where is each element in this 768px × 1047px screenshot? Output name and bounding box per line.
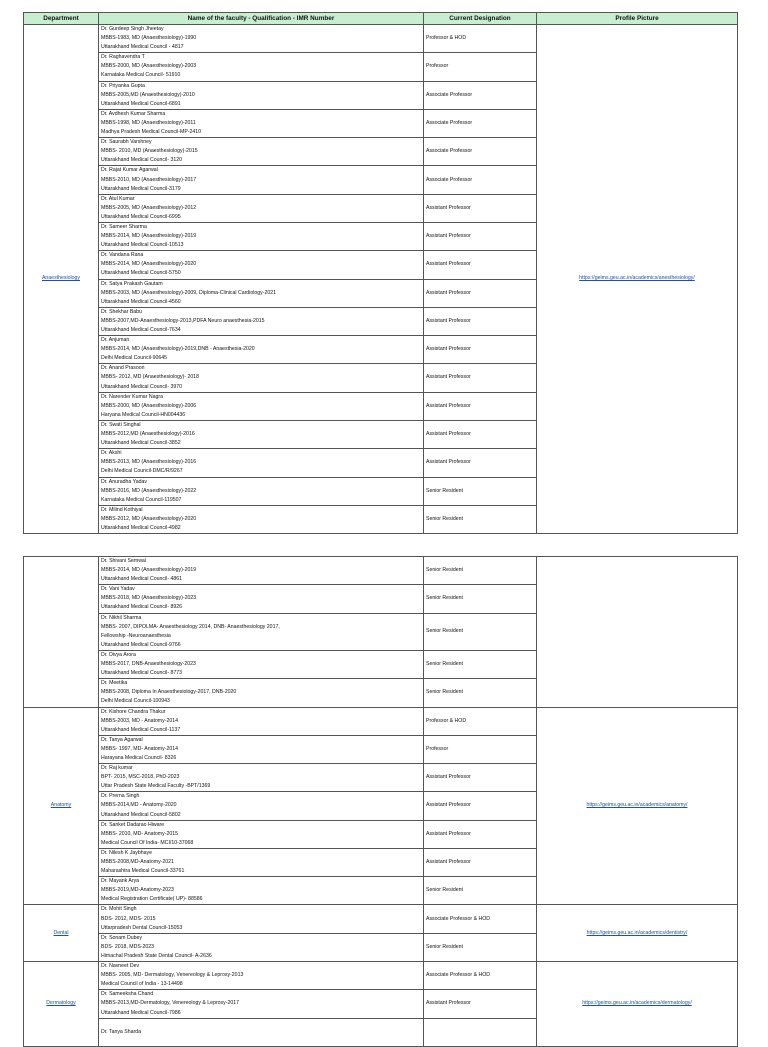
faculty-detail: Uttarakhand Medical Council-5802 — [101, 811, 181, 818]
faculty-cell — [99, 1018, 424, 1046]
faculty-detail: Uttarakhand Medical Council- 8926 — [101, 604, 183, 611]
designation-cell: Assistant Professor — [424, 449, 537, 477]
faculty-detail: BDS- 2012, MDS- 2015 — [101, 915, 156, 922]
faculty-detail: Uttarakhand Medical Council-7986 — [101, 1009, 181, 1016]
faculty-cell — [99, 392, 424, 420]
faculty-detail: MBBS-2019,MD-Anatomy-2023 — [101, 887, 174, 894]
designation-cell: Assistant Professor — [424, 764, 537, 792]
faculty-name: Dr. Raghavendra T — [101, 54, 145, 61]
faculty-detail: MBBS-2016, MD (Anaesthesiology)-2022 — [101, 487, 197, 494]
faculty-cell — [99, 877, 424, 905]
faculty-detail: BDS- 2018, MDS-2023 — [101, 943, 155, 950]
faculty-name: Dr. Rajat Kumar Agarwal — [101, 167, 158, 174]
faculty-cell — [99, 962, 424, 990]
faculty-cell — [99, 707, 424, 735]
faculty-table-page-2 — [23, 556, 738, 1047]
faculty-detail: MBBS-2017, DNB-Anaesthesiology-2023 — [101, 661, 196, 668]
faculty-detail: MBBS-2007,MD-Anaesthesiology-2013,PDFA Neuro anaesthesia-2015 — [101, 317, 265, 324]
faculty-cell — [99, 307, 424, 335]
header-designation: Current Designation — [424, 13, 537, 25]
faculty-name: Dr. Priyanka Gupta — [101, 82, 145, 89]
department-link[interactable]: Anatomy — [50, 802, 72, 809]
designation-cell: Assistant Professor — [424, 792, 537, 820]
faculty-cell — [99, 792, 424, 820]
faculty-detail: Delhi Medical Council-90645 — [101, 355, 168, 362]
faculty-detail: Uttarakhand Medical Council-3179 — [101, 185, 181, 192]
faculty-detail: MBBS-2014, MD (Anaesthesiology)-2020 — [101, 261, 197, 268]
faculty-detail: Maharashtra Medical Council-33761 — [101, 868, 185, 875]
faculty-detail: Medical Council Of India- MCI/10-37068 — [101, 839, 194, 846]
designation-cell: Associate Professor — [424, 166, 537, 194]
faculty-name: Dr. Avdhesh Kumar Sharma — [101, 110, 166, 117]
faculty-table-page-1 — [23, 12, 738, 534]
faculty-detail: Uttarakhand Medical Council- 8773 — [101, 670, 183, 677]
faculty-name: Dr. Anuradha Yadav — [101, 478, 147, 485]
faculty-detail: Karnataka Medical Council-119507 — [101, 496, 182, 503]
profile-link[interactable]: https://geims.geu.ac.in/academics/anatomy/ — [586, 802, 688, 809]
designation-cell: Assistant Professor — [424, 420, 537, 448]
faculty-detail: MBBS-2013, MD (Anaesthesiology)-2016 — [101, 459, 197, 466]
faculty-detail: MBBS-2014, MD (Anaesthesiology)-2019 — [101, 567, 197, 574]
designation-cell: Professor — [424, 53, 537, 81]
profile-picture-cell — [537, 962, 738, 1047]
faculty-name: Dr. Saurabh Varshney — [101, 139, 152, 146]
faculty-detail: Haryana Medical Council-HN004436 — [101, 411, 186, 418]
designation-cell: Assistant Professor — [424, 307, 537, 335]
faculty-cell — [99, 251, 424, 279]
faculty-detail: MBBS-2000, MD (Anaesthesiology)-2006 — [101, 402, 197, 409]
designation-cell: Senior Resident — [424, 679, 537, 707]
faculty-cell — [99, 735, 424, 763]
faculty-cell — [99, 81, 424, 109]
department-cell — [24, 707, 99, 905]
header-profile-picture: Profile Picture — [537, 13, 738, 25]
faculty-detail: MBBS-2003, MD - Anatomy-2014 — [101, 717, 178, 724]
faculty-detail: MBBS- 2012, MD (Anaesthesiology)- 2018 — [101, 374, 200, 381]
faculty-detail: Uttarakhand Medical Council-3852 — [101, 440, 181, 447]
faculty-name: Dr. Mohit Singh — [101, 906, 137, 913]
designation-cell: Professor & HOD — [424, 25, 537, 53]
designation-cell: Senior Resident — [424, 585, 537, 613]
table-row — [24, 905, 738, 933]
faculty-cell — [99, 336, 424, 364]
faculty-name: Dr. Anand Prasoon — [101, 365, 145, 372]
faculty-detail: Karnataka Medical Council- 51910 — [101, 72, 181, 79]
designation-cell: Assistant Professor — [424, 392, 537, 420]
faculty-detail: MBBS-2014, MD (Anaesthesiology)-2019,DNB - Anaesthesia-2020 — [101, 346, 255, 353]
faculty-cell — [99, 166, 424, 194]
profile-picture-cell — [537, 905, 738, 962]
faculty-cell — [99, 194, 424, 222]
faculty-name: Dr. Akshi — [101, 450, 122, 457]
faculty-detail: MBBS-2010, MD (Anaesthesiology)-2017 — [101, 176, 197, 183]
faculty-name: Dr. Shivani Semwal — [101, 558, 146, 564]
faculty-detail: Uttarakhand Medical Council - 4817 — [101, 44, 184, 51]
faculty-detail: MBBS-2012, MD (Anaesthesiology)-2020 — [101, 515, 197, 522]
department-cell — [24, 962, 99, 1047]
designation-cell: Associate Professor — [424, 138, 537, 166]
department-cell — [24, 557, 99, 708]
faculty-name: Dr. Prerna Singh — [101, 793, 140, 800]
faculty-cell — [99, 650, 424, 678]
faculty-name: Dr. Sameer Sharma — [101, 223, 147, 230]
header-department: Department — [24, 13, 99, 25]
faculty-detail: Uttarakhand Medical Council-1137 — [101, 726, 181, 733]
designation-cell: Professor — [424, 735, 537, 763]
faculty-detail: MBBS-2000, MD (Anaesthesiology)-2003 — [101, 63, 197, 70]
faculty-cell — [99, 505, 424, 533]
faculty-detail: MBBS-2018, MD (Anaesthesiology)-2023 — [101, 595, 197, 602]
faculty-cell — [99, 679, 424, 707]
faculty-name: Dr. Mayank Arya — [101, 878, 140, 885]
faculty-detail: Madhya Pradesh Medical Council-MP-2410 — [101, 129, 202, 136]
faculty-detail: MBBS-1998, MD (Anaesthesiology)-2011 — [101, 119, 196, 126]
faculty-detail: MBBS-2012,MD (Anaesthesiology)-2016 — [101, 431, 195, 438]
faculty-detail: Medical Council of India - 13-14498 — [101, 981, 183, 988]
faculty-cell — [99, 449, 424, 477]
designation-cell: Assistant Professor — [424, 194, 537, 222]
faculty-cell — [99, 764, 424, 792]
faculty-detail: MBBS- 2007, DIPOLMA- Anaesthesiology 2014, DNB- Anaesthesiology 2017, — [101, 623, 280, 630]
faculty-cell — [99, 25, 424, 53]
faculty-name: Dr. Anjuman — [101, 337, 130, 344]
faculty-name: Dr. Kishore Chandra Thakur — [101, 708, 166, 715]
faculty-detail: Uttarakhand Medical Council-6891 — [101, 100, 181, 107]
faculty-detail: Delhi Medical Council-100943 — [101, 698, 170, 705]
faculty-detail: Uttar Pradesh State Medical Faculty -BPT/1369 — [101, 783, 211, 790]
faculty-cell — [99, 279, 424, 307]
faculty-name: Dr. Sanket Dadarao Hiware — [101, 821, 165, 828]
designation-cell: Assistant Professor — [424, 820, 537, 848]
faculty-cell — [99, 138, 424, 166]
department-link[interactable]: Anaesthesiology — [41, 275, 81, 282]
designation-cell: Associate Professor — [424, 81, 537, 109]
designation-cell: Associate Professor & HOD — [424, 905, 537, 933]
faculty-detail: Harayana Medical Council- 8326 — [101, 754, 177, 761]
faculty-detail: MBBS-2008,MD-Anatomy-2021 — [101, 859, 174, 865]
faculty-detail: Fellowship -Neuroanaesthesia — [101, 632, 171, 639]
faculty-detail: Uttarakhand Medical Council-4560 — [101, 298, 181, 305]
faculty-cell — [99, 905, 424, 933]
table-row — [24, 557, 738, 585]
faculty-name: Dr. Nilesh K Jaybhaye — [101, 849, 153, 856]
faculty-detail: MBBS-2003, MD (Anaesthesiology)-2009, Diploma-Clinical Cardiology-2021 — [101, 289, 277, 296]
faculty-cell — [99, 222, 424, 250]
faculty-detail: MBBS-1983, MD (Anaesthesiology)-1990 — [101, 35, 197, 42]
faculty-name: Dr. Shekhar Babu — [101, 308, 142, 315]
faculty-detail: Medical Registration Certificate( UP)- 88586 — [101, 896, 203, 903]
faculty-name: Dr. Divya Arora — [101, 651, 136, 658]
designation-cell: Senior Resident — [424, 650, 537, 678]
faculty-detail: Uttarpradesh Dental Council-15053 — [101, 924, 183, 931]
faculty-name: Dr. Milind Kothiyal — [101, 506, 143, 513]
header-faculty: Name of the faculty - Qualification - IMR Number — [99, 13, 424, 25]
faculty-detail: MBBS-2005, MD (Anaesthesiology)-2012 — [101, 204, 197, 211]
designation-cell: Professor & HOD — [424, 707, 537, 735]
faculty-cell — [99, 364, 424, 392]
faculty-cell — [99, 820, 424, 848]
faculty-name: Dr. Vani Yadav — [101, 586, 135, 593]
faculty-cell — [99, 848, 424, 876]
faculty-cell — [99, 53, 424, 81]
designation-cell: Assistant Professor — [424, 222, 537, 250]
profile-link[interactable]: https://geims.geu.ac.in/academics/dermatology/ — [582, 1000, 692, 1007]
designation-cell: Senior Resident — [424, 477, 537, 505]
faculty-cell — [99, 585, 424, 613]
designation-cell: Senior Resident — [424, 557, 537, 585]
faculty-detail: BPT- 2015, MSC-2018, PhD-2023 — [101, 774, 180, 781]
faculty-name: Dr. Swati Singhal — [101, 421, 141, 428]
faculty-detail: Uttarakhand Medical Council- 4861 — [101, 576, 183, 583]
faculty-detail: Himachal Pradesh State Dental Council- A-2636 — [101, 952, 212, 959]
faculty-detail: MBBS-2014,MD - Anatomy-2020 — [101, 802, 177, 809]
faculty-detail: MBBS- 1997, MD- Anatomy-2014 — [101, 745, 178, 752]
faculty-cell — [99, 109, 424, 137]
designation-cell: Assistant Professor — [424, 990, 537, 1018]
faculty-name: Dr. Vandana Rana — [101, 252, 144, 259]
faculty-name: Dr. Sameeksha Chand — [101, 991, 154, 998]
designation-cell: Senior Resident — [424, 613, 537, 650]
faculty-cell — [99, 613, 424, 650]
department-link[interactable]: Dental — [53, 929, 69, 936]
faculty-detail: MBBS-2014, MD (Anaesthesiology)-2019 — [101, 233, 197, 240]
faculty-name: Dr. Atul Kumar — [101, 195, 135, 202]
faculty-name: Dr. Satya Prakash Gautam — [101, 280, 163, 287]
faculty-name: Dr. Narender Kumar Nagra — [101, 393, 163, 400]
faculty-name: Dr. Gurdeep Singh Jheetay — [101, 26, 164, 32]
faculty-detail: MBBS- 2005, MD- Dermatology, Venereology & Leprosy-2013 — [101, 972, 244, 979]
designation-cell: Senior Resident — [424, 933, 537, 961]
header-row — [24, 13, 738, 25]
designation-cell: Associate Professor & HOD — [424, 962, 537, 990]
faculty-detail: Uttarakhand Medical Council-5750 — [101, 270, 181, 277]
faculty-detail: MBBS-2005,MD (Anaesthesiology)-2010 — [101, 91, 195, 98]
designation-cell: Assistant Professor — [424, 279, 537, 307]
designation-cell — [424, 1018, 537, 1046]
faculty-name: Dr. Sonam Dubey — [101, 934, 142, 941]
faculty-detail: Uttarakhand Medical Council-9766 — [101, 641, 181, 648]
profile-picture-cell — [537, 707, 738, 905]
designation-cell: Assistant Professor — [424, 251, 537, 279]
table-row — [24, 25, 738, 53]
faculty-cell — [99, 477, 424, 505]
profile-link[interactable]: https://geims.geu.ac.in/academics/dentistry/ — [586, 929, 688, 936]
designation-cell: Assistant Professor — [424, 364, 537, 392]
faculty-detail: MBBS- 2010, MD- Anatomy-2015 — [101, 830, 178, 837]
department-cell — [24, 25, 99, 534]
designation-cell: Associate Professor — [424, 109, 537, 137]
faculty-detail: Uttarakhand Medical Council-7634 — [101, 327, 181, 333]
faculty-detail: MBBS- 2010, MD (Anaesthesiology)-2015 — [101, 148, 198, 155]
faculty-name: Dr. Tanya Agarwal — [101, 736, 143, 743]
faculty-detail: MBBS-2008, Diploma In Anaesthesiology-2017, DNB-2020 — [101, 689, 237, 696]
faculty-cell — [99, 420, 424, 448]
faculty-name: Dr. Nikhil Sharma — [101, 614, 142, 621]
department-link[interactable]: Dermatology — [46, 1000, 76, 1007]
faculty-detail: Delhi Medical Council-DMC/R/9267 — [101, 468, 183, 475]
faculty-detail: Uttarakhand Medical Council-6995 — [101, 213, 181, 220]
profile-picture-cell — [537, 25, 738, 534]
faculty-detail: Uttarakhand Medical Council-10513 — [101, 242, 184, 249]
designation-cell: Assistant Professor — [424, 848, 537, 876]
profile-link[interactable]: https://geims.geu.ac.in/academics/anesthesiology/ — [579, 275, 695, 282]
faculty-cell — [99, 990, 424, 1018]
department-cell — [24, 905, 99, 962]
table-row — [24, 962, 738, 990]
faculty-detail: Uttarakhand Medical Council- 3120 — [101, 157, 183, 164]
faculty-name: Dr. Tanya Sharda — [101, 1028, 141, 1035]
designation-cell: Assistant Professor — [424, 336, 537, 364]
faculty-detail: Uttarakhand Medical Council-4982 — [101, 524, 181, 531]
profile-picture-cell — [537, 557, 738, 708]
faculty-name: Dr. Meetika — [101, 680, 128, 687]
faculty-detail: Uttarakhand Medical Council- 3970 — [101, 383, 183, 390]
designation-cell: Senior Resident — [424, 877, 537, 905]
faculty-name: Dr. Raj kumar — [101, 765, 133, 772]
designation-cell: Senior Resident — [424, 505, 537, 533]
faculty-cell — [99, 557, 424, 585]
faculty-cell — [99, 933, 424, 961]
table-row — [24, 707, 738, 735]
faculty-detail: MBBS-2013,MD-Dermatology, Venereology & Leprosy-2017 — [101, 1000, 240, 1007]
faculty-name: Dr. Navneet Dev — [101, 963, 140, 970]
